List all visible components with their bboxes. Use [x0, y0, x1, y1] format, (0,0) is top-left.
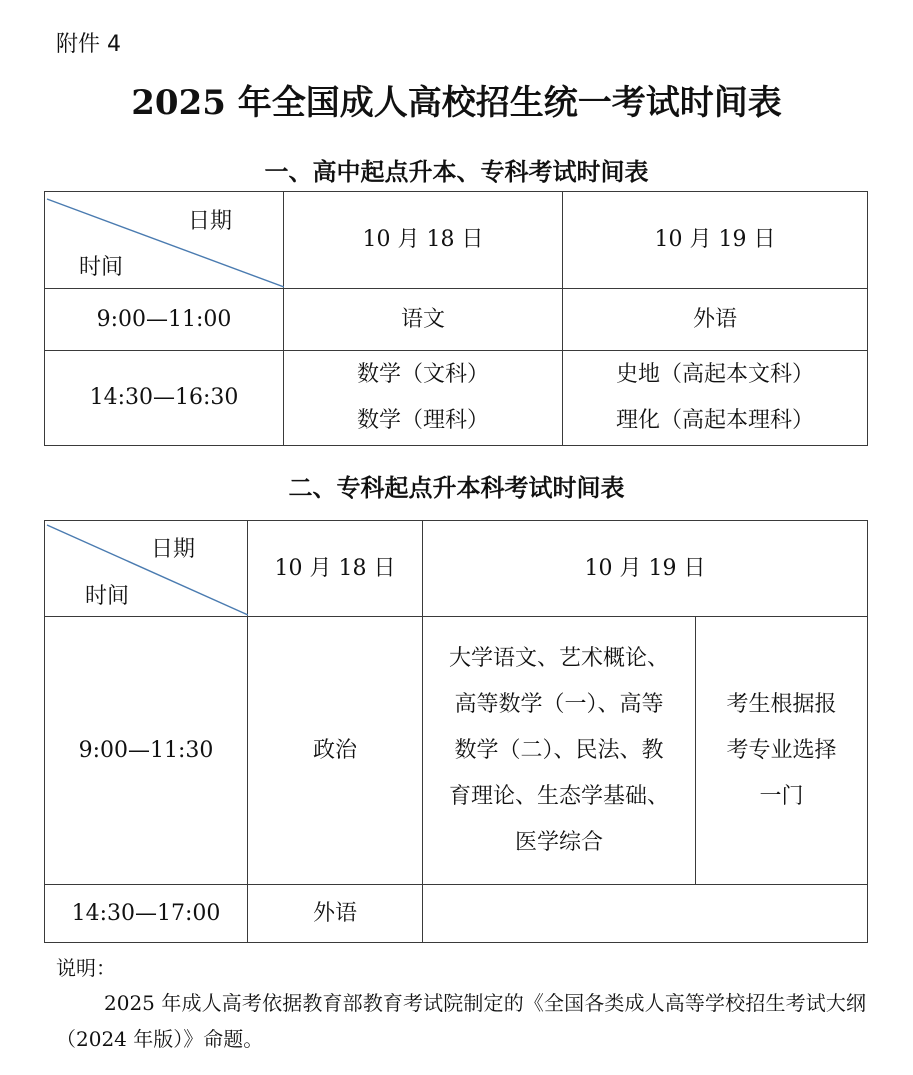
notes-label: 说明： — [56, 956, 116, 980]
subject-line: 大学语文、艺术概论、 — [448, 645, 669, 671]
subject-list-cell — [423, 617, 696, 885]
schedule-table-1 — [44, 191, 868, 446]
schedule-table-2 — [44, 520, 868, 943]
diagonal-line — [45, 521, 248, 617]
subject-line: 理化（高起本理科） — [615, 408, 814, 433]
table-row — [45, 617, 868, 885]
subject-line: 史地（高起本文科） — [615, 362, 814, 387]
section-title-1: 一、高中起点升本、专科考试时间表 — [264, 158, 649, 186]
empty-cell — [423, 885, 868, 943]
subject-line: 高等数学（一）、高等 — [454, 691, 664, 717]
subject-cell — [284, 351, 563, 446]
date-header-day1: 10 月 18 日 — [248, 521, 423, 617]
subject-line: 医学综合 — [514, 829, 603, 855]
time-axis-label: 时间 — [85, 584, 130, 609]
diagonal-header-cell — [45, 521, 248, 617]
section-title-2: 二、专科起点升本科考试时间表 — [288, 474, 625, 502]
notes-text: 2025 年成人高考依据教育部教育考试院制定的《全国各类成人高等学校招生考试大纲（2024 年版）》命题。 — [56, 991, 866, 1051]
table-row — [45, 289, 868, 351]
time-slot: 9:00—11:00 — [45, 289, 284, 351]
note-line: 考专业选择 — [726, 737, 837, 763]
subject-cell: 政治 — [248, 617, 423, 885]
attachment-label: 附件 4 — [56, 32, 121, 57]
subject-line: 数学（二）、民法、教 — [454, 737, 664, 763]
date-header-day1: 10 月 18 日 — [284, 192, 563, 289]
date-header-day2: 10 月 19 日 — [423, 521, 868, 617]
subject-cell — [563, 289, 868, 351]
subject-cell: 外语 — [248, 885, 423, 943]
date-axis-label: 日期 — [188, 209, 233, 234]
date-axis-label: 日期 — [151, 537, 196, 562]
time-slot: 14:30—17:00 — [45, 885, 248, 943]
table-row — [45, 351, 868, 446]
subject-cell — [284, 289, 563, 351]
time-slot: 9:00—11:30 — [45, 617, 248, 885]
subject-line: 数学（理科） — [356, 408, 489, 433]
date-header-day2: 10 月 19 日 — [563, 192, 868, 289]
diagonal-header-cell — [45, 192, 284, 289]
subject-cell — [563, 351, 868, 446]
note-line: 一门 — [759, 783, 804, 809]
table-header-row — [45, 521, 868, 617]
subject-line: 数学（文科） — [356, 362, 489, 387]
subject-line: 育理论、生态学基础、 — [448, 783, 669, 809]
time-slot: 14:30—16:30 — [45, 351, 284, 446]
table-row — [45, 885, 868, 943]
subject-line: 语文 — [400, 306, 445, 332]
subject-line: 外语 — [692, 306, 737, 332]
time-axis-label: 时间 — [79, 255, 124, 280]
note-line: 考生根据报 — [726, 691, 837, 717]
selection-note-cell — [696, 617, 868, 885]
page-title: 2025 年全国成人高校招生统一考试时间表 — [131, 83, 782, 123]
table-header-row — [45, 192, 868, 289]
